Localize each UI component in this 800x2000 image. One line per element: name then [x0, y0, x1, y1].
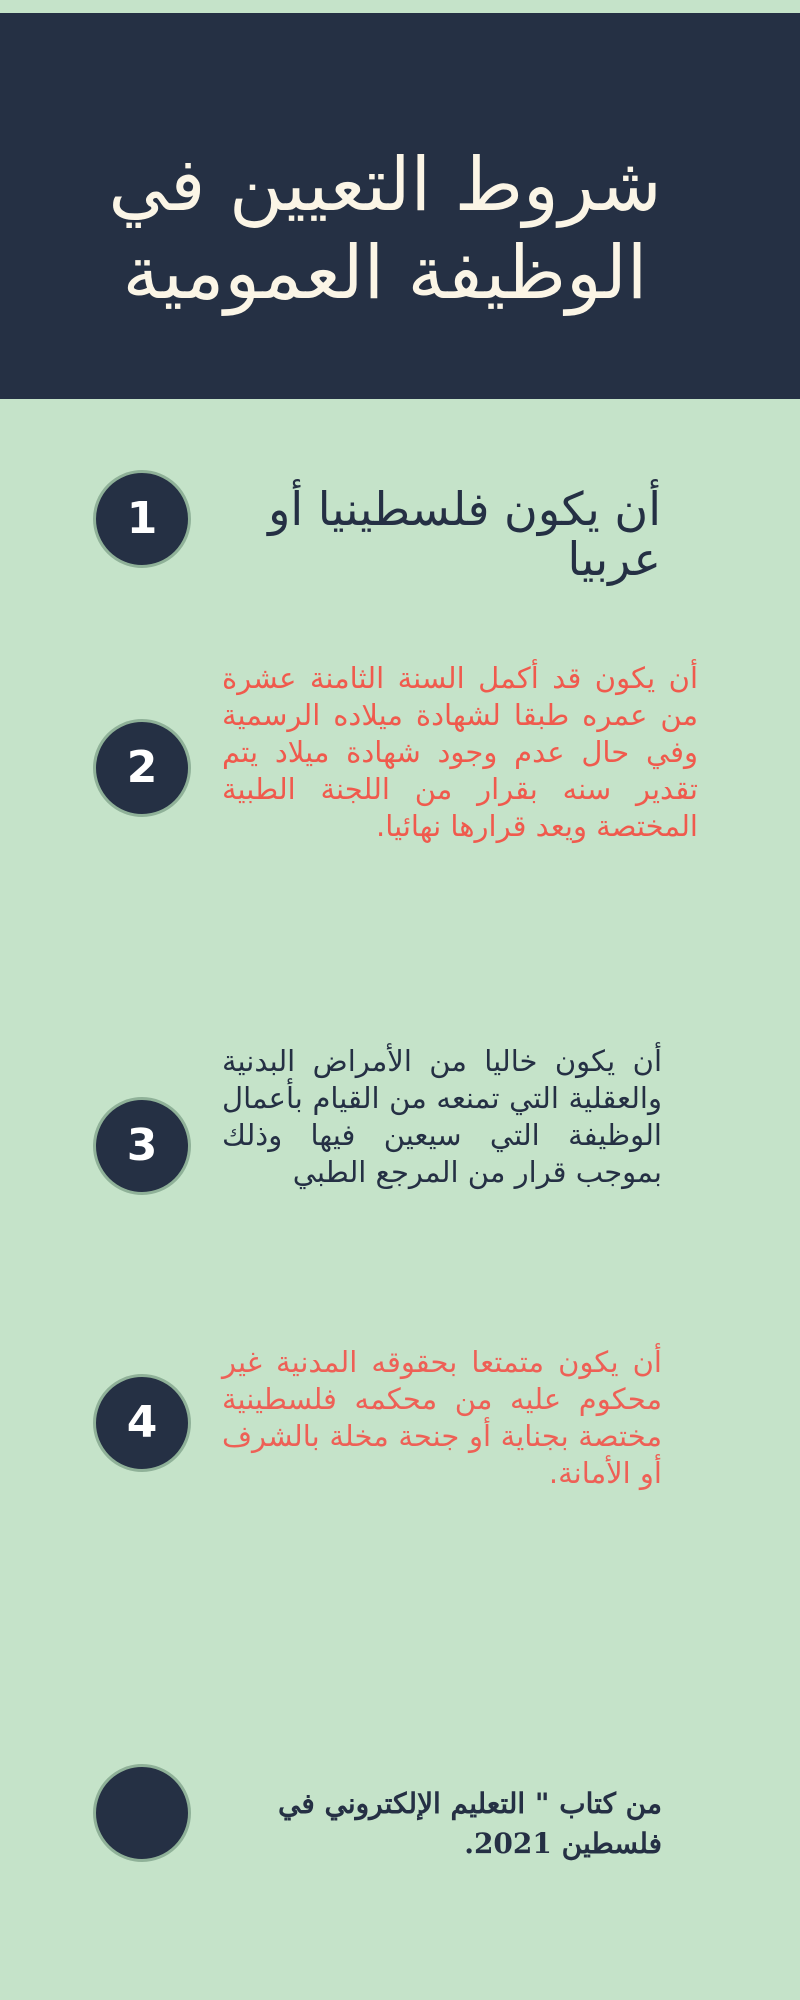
number-badge-3: 3 [93, 1097, 191, 1195]
condition-text-1: أن يكون فلسطينيا أو عربيا [268, 482, 661, 586]
source-circle [93, 1764, 191, 1862]
number-badge-1: 1 [93, 470, 191, 568]
number-badge-2: 2 [93, 719, 191, 817]
top-strip [0, 0, 800, 13]
source-citation: من كتاب " التعليم الإلكتروني في فلسطين 2021. [278, 1787, 662, 1860]
header-banner [0, 13, 800, 399]
page-title: شروط التعيين في الوظيفة العمومية [108, 142, 662, 316]
condition-text-4: أن يكون متمتعا بحقوقه المدنية غير محكوم عليه من محكمه فلسطينية مختصة بجناية أو جنحة مخلة بالشرف أو الأمانة. [222, 1345, 662, 1490]
number-badge-4: 4 [93, 1374, 191, 1472]
condition-text-2: أن يكون قد أكمل السنة الثامنة عشرة من عمره طبقا لشهادة ميلاده الرسمية وفي حال عدم وجود شهادة ميلاد يتم تقدير سنه بقرار من اللجنة الطبية المختصة ويعد قرارها نهائيا. [222, 661, 698, 843]
condition-text-3: أن يكون خاليا من الأمراض البدنية والعقلية التي تمنعه من القيام بأعمال الوظيفة التي سيعين فيها وذلك بموجب قرار من المرجع الطبي [222, 1044, 662, 1189]
